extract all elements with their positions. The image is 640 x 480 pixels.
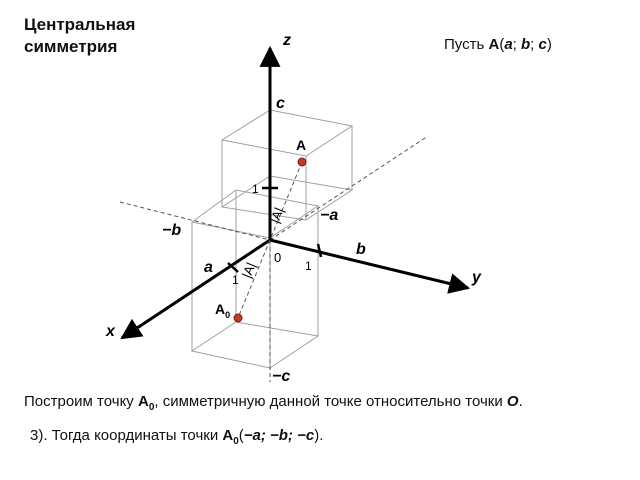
given-close: ): [546, 36, 552, 53]
title-line-1: Центральная: [24, 15, 136, 34]
y-axis-label: y: [472, 269, 481, 286]
step2-sub: 0: [233, 436, 239, 447]
diagram-title: [24, 14, 135, 58]
given-a: a: [504, 36, 513, 53]
given-point: A: [488, 36, 500, 53]
step2-close: ).: [314, 427, 324, 444]
step1-text3: .: [518, 393, 523, 410]
given-b: b: [521, 36, 531, 53]
upper-box: [222, 110, 352, 220]
axes: [122, 48, 468, 338]
step1-sub: 0: [148, 402, 155, 413]
given-c: c: [538, 36, 547, 53]
x-axis-label: x: [106, 323, 115, 340]
distance-upper-label: |A|: [266, 205, 287, 226]
step2-coords: −a; −b; −c: [243, 427, 315, 444]
point-A-label: A: [296, 137, 307, 153]
point-A-marker: [298, 158, 306, 166]
unit-x-label: 1: [232, 273, 239, 287]
step2-text1: 3). Тогда координаты точки: [30, 427, 223, 444]
step1-text2: , симметричную данной точке относительно точки: [154, 393, 507, 410]
step1-text1: Построим точку: [24, 393, 138, 410]
given-open: (: [499, 36, 505, 53]
unit-z-label: 1: [252, 182, 259, 196]
label-neg-a: −a: [320, 207, 339, 224]
title-line-2: симметрия: [24, 37, 118, 56]
label-neg-c: −c: [272, 368, 291, 385]
step2-open: (: [238, 427, 244, 444]
z-axis-label: z: [283, 32, 291, 49]
construction-step-text: [24, 393, 523, 413]
coordinates-step-text: [30, 427, 323, 447]
y-axis: [270, 240, 468, 288]
origin-label: 0: [274, 250, 282, 265]
given-prefix: Пусть: [444, 36, 489, 53]
label-neg-b: −b: [162, 222, 182, 239]
label-a: a: [204, 259, 213, 276]
given-sep1: ;: [512, 36, 521, 53]
given-sep2: ;: [530, 36, 539, 53]
point-A0-marker: [234, 314, 242, 322]
label-c: c: [276, 95, 285, 112]
distance-lower-label: |A|: [238, 260, 259, 281]
step2-point: A: [222, 427, 234, 444]
step1-point: A: [137, 393, 149, 410]
step1-center: O: [506, 393, 519, 410]
unit-y-label: 1: [305, 259, 312, 273]
point-A0-label: $A_0$: [215, 301, 231, 320]
given-point-text: [444, 36, 552, 53]
x-axis: [122, 240, 270, 338]
point-A0-subscript: 0: [225, 310, 231, 320]
label-b: b: [356, 241, 366, 258]
